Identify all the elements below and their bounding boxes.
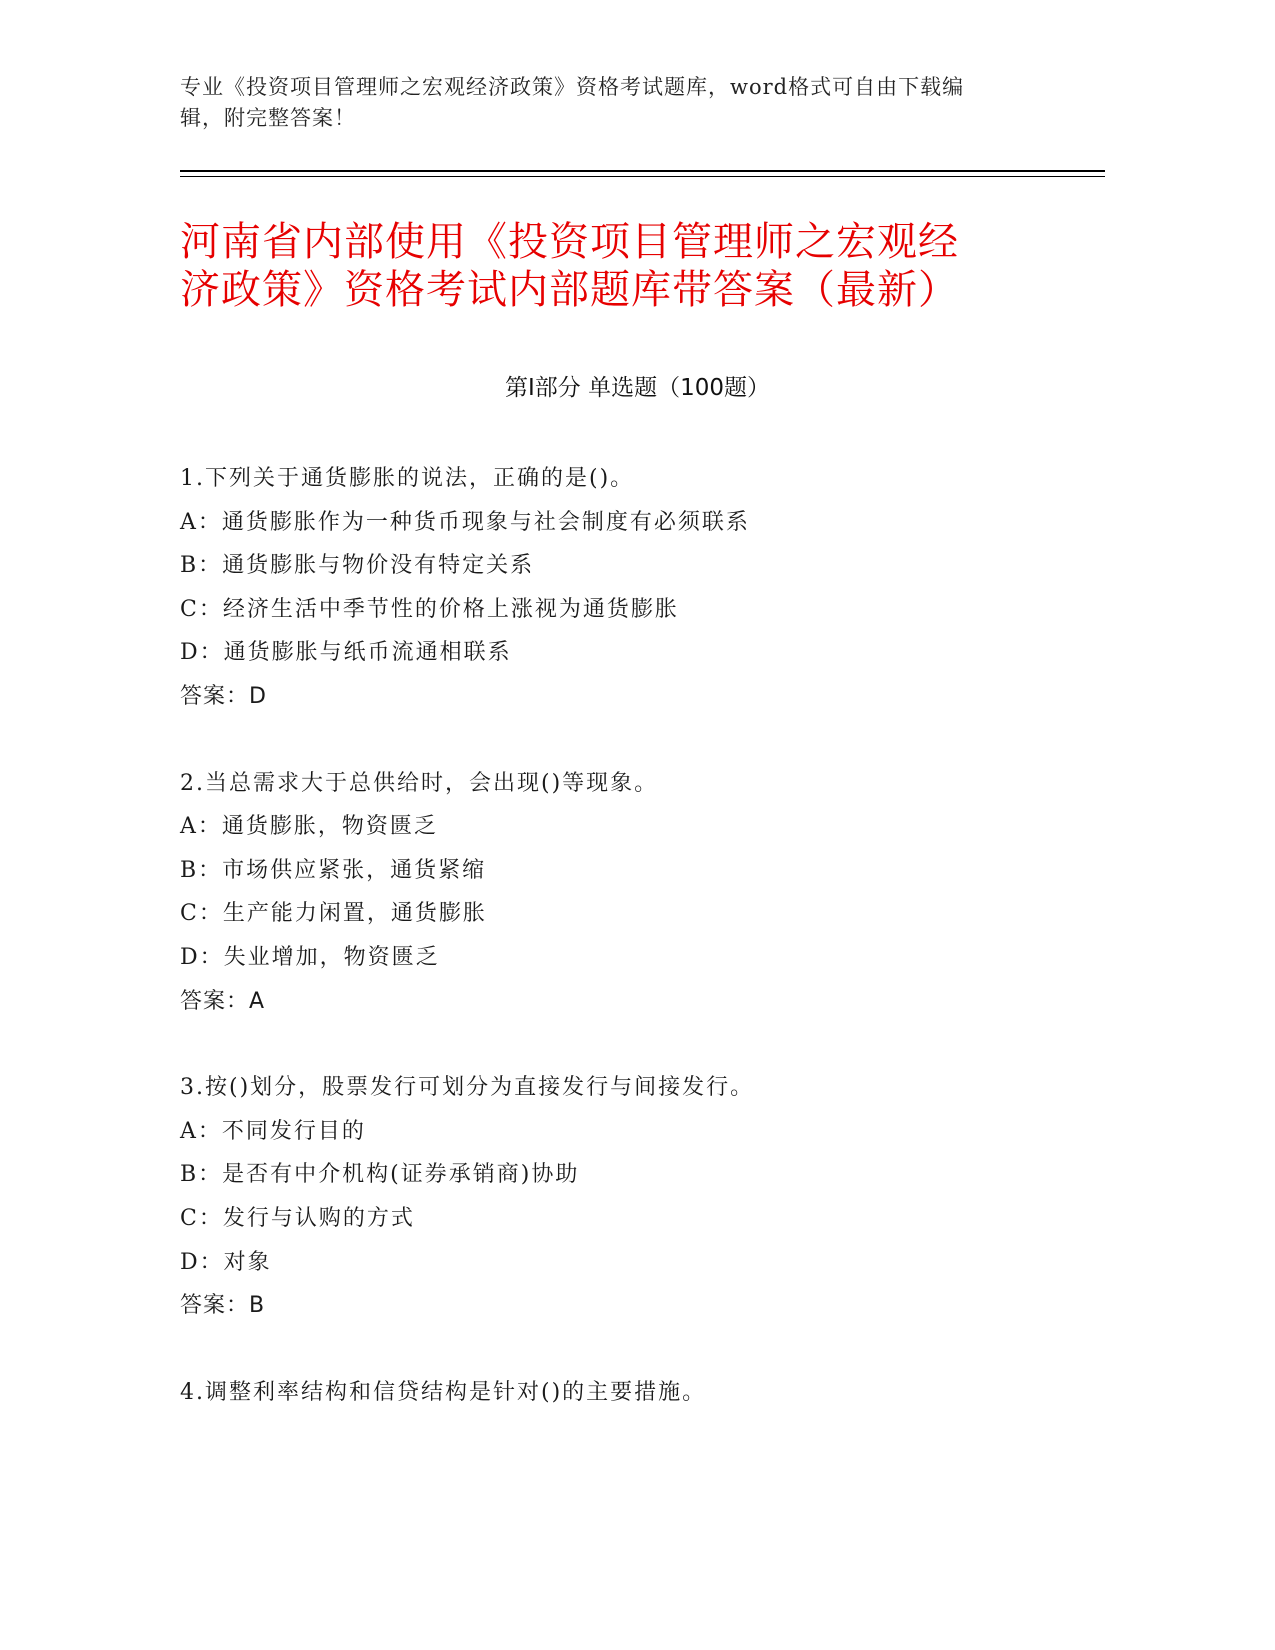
answer: 答案：A — [180, 988, 266, 1014]
option-b: B：通货膨胀与物价没有特定关系 — [180, 553, 535, 579]
option-d: D：对象 — [180, 1249, 272, 1275]
document-title-line-2: 济政策》资格考试内部题库带答案（最新） — [180, 267, 959, 313]
document-title-line-1: 河南省内部使用《投资项目管理师之宏观经 — [180, 219, 959, 265]
question-1 — [180, 457, 1080, 719]
answer: 答案：B — [180, 1293, 266, 1319]
option-a: A：通货膨胀，物资匮乏 — [180, 814, 438, 840]
document-title — [180, 218, 1080, 314]
option-c: C：发行与认购的方式 — [180, 1205, 415, 1231]
question-3 — [180, 1066, 1080, 1328]
answer: 答案：D — [180, 683, 267, 709]
question-stem: 3.按()划分，股票发行可划分为直接发行与间接发行。 — [180, 1075, 755, 1101]
question-stem: 4.调整利率结构和信贷结构是针对()的主要措施。 — [180, 1379, 707, 1405]
header-rule-thick — [180, 170, 1105, 172]
header-note — [180, 72, 1040, 134]
section-title: 第Ⅰ部分 单选题（100题） — [505, 375, 770, 401]
header-note-line-1: 专业《投资项目管理师之宏观经济政策》资格考试题库，word格式可自由下载编 — [180, 75, 965, 99]
question-4 — [180, 1371, 1080, 1415]
option-d: D：失业增加，物资匮乏 — [180, 944, 440, 970]
option-d: D：通货膨胀与纸币流通相联系 — [180, 640, 512, 666]
option-a: A：不同发行目的 — [180, 1118, 366, 1144]
option-b: B：市场供应紧张，通货紧缩 — [180, 857, 487, 883]
option-b: B：是否有中介机构(证券承销商)协助 — [180, 1162, 580, 1188]
question-2 — [180, 762, 1080, 1024]
option-a: A：通货膨胀作为一种货币现象与社会制度有必须联系 — [180, 509, 750, 535]
option-c: C：经济生活中季节性的价格上涨视为通货膨胀 — [180, 596, 679, 622]
question-stem: 2.当总需求大于总供给时，会出现()等现象。 — [180, 770, 659, 796]
header-rule-thin — [180, 176, 1105, 177]
question-list — [180, 457, 1080, 1457]
header-note-line-2: 辑，附完整答案！ — [180, 106, 356, 130]
option-c: C：生产能力闲置，通货膨胀 — [180, 901, 487, 927]
question-stem: 1.下列关于通货膨胀的说法，正确的是()。 — [180, 466, 635, 491]
